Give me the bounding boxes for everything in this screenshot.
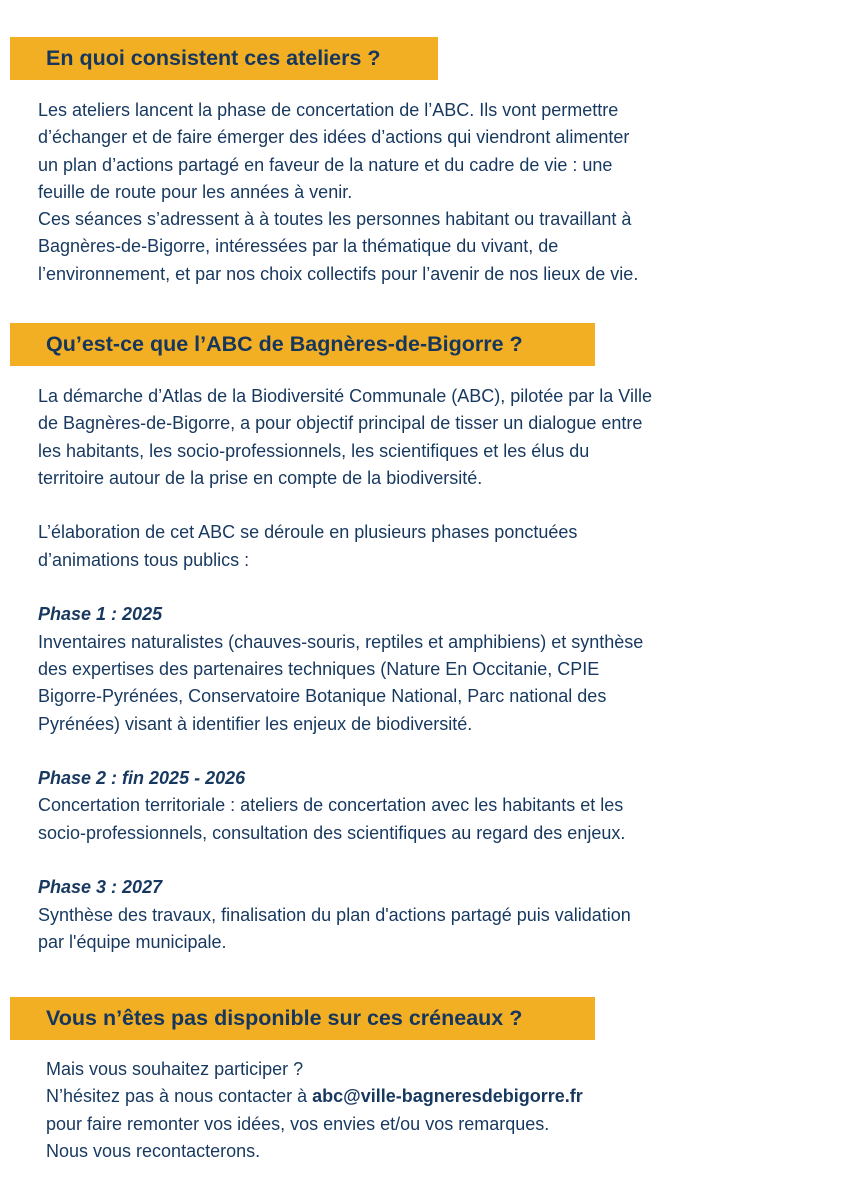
text-line: Concertation territoriale : ateliers de concertation avec les habitants et les — [38, 795, 624, 816]
text-line: Inventaires naturalistes (chauves-souris, reptiles et amphibiens) et synthèse — [38, 631, 644, 652]
contact-line — [46, 1083, 583, 1110]
text-line: Bagnères-de-Bigorre, intéressées par la thématique du vivant, de — [38, 236, 559, 257]
text-segment: N’hésitez pas à nous contacter à — [46, 1086, 313, 1107]
section-abc-text — [38, 383, 652, 956]
section-title-disponible: Vous n’êtes pas disponible sur ces créneaux ? — [10, 997, 595, 1040]
text-line: Synthèse des travaux, finalisation du plan d'actions partagé puis validation — [38, 904, 631, 925]
contact-email-link[interactable]: abc@ville-bagneresdebigorre.fr — [312, 1086, 583, 1107]
text-line: territoire autour de la prise en compte de la biodiversité. — [38, 467, 483, 488]
phase-1-title: Phase 1 : 2025 — [38, 604, 163, 625]
section-ateliers-text — [38, 97, 638, 288]
phase-3-title: Phase 3 : 2027 — [38, 877, 163, 898]
text-line: Bigorre-Pyrénées, Conservatoire Botanique National, Parc national des — [38, 686, 607, 707]
section-title-abc: Qu’est-ce que l’ABC de Bagnères-de-Bigorre ? — [10, 323, 595, 366]
section-title-ateliers: En quoi consistent ces ateliers ? — [10, 37, 438, 80]
text-line: des expertises des partenaires techniques (Nature En Occitanie, CPIE — [38, 658, 600, 679]
text-line: La démarche d’Atlas de la Biodiversité Communale (ABC), pilotée par la Ville — [38, 386, 652, 406]
text-line: L’élaboration de cet ABC se déroule en plusieurs phases ponctuées — [38, 522, 578, 543]
text-line: d’animations tous publics : — [38, 549, 250, 570]
text-line: Pyrénées) visant à identifier les enjeux de biodiversité. — [38, 713, 473, 734]
text-line: Mais vous souhaitez participer ? — [46, 1059, 304, 1079]
text-line: Ces séances s’adressent à à toutes les personnes habitant ou travaillant à — [38, 209, 632, 230]
text-line: pour faire remonter vos idées, vos envies et/ou vos remarques. — [46, 1113, 550, 1134]
text-line: Nous vous recontacterons. — [46, 1140, 261, 1161]
text-line: les habitants, les socio-professionnels, les scientifiques et les élus du — [38, 440, 590, 461]
text-line: un plan d’actions partagé en faveur de la nature et du cadre de vie : une — [38, 154, 613, 175]
section-contact-text — [46, 1056, 583, 1165]
text-line: feuille de route pour les années à venir. — [38, 181, 353, 202]
text-line: de Bagnères-de-Bigorre, a pour objectif principal de tisser un dialogue entre — [38, 413, 643, 434]
text-line: d’échanger et de faire émerger des idées d’actions qui viendront alimenter — [38, 127, 630, 148]
text-line: l’environnement, et par nos choix collectifs pour l’avenir de nos lieux de vie. — [38, 263, 639, 284]
text-line: Les ateliers lancent la phase de concertation de l’ABC. Ils vont permettre — [38, 100, 619, 120]
text-line: par l'équipe municipale. — [38, 931, 227, 952]
phase-2-title: Phase 2 : fin 2025 - 2026 — [38, 768, 246, 789]
text-line: socio-professionnels, consultation des scientifiques au regard des enjeux. — [38, 822, 626, 843]
